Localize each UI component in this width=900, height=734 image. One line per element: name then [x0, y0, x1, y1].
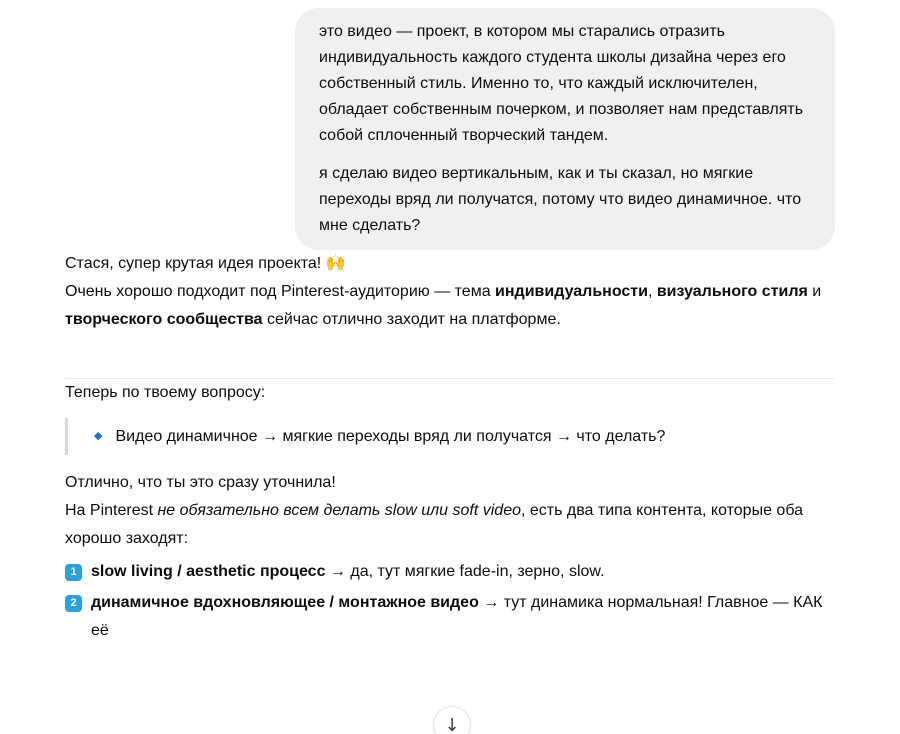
pitch-separator: ,	[647, 283, 657, 300]
assistant-pitch	[65, 278, 835, 334]
raising-hands-emoji: 🙌	[325, 255, 346, 272]
pinterest-text-end: , есть два типа контента, которые оба хорошо заходят:	[65, 502, 804, 547]
arrow-down-icon: ↓	[444, 714, 460, 734]
pitch-separator: и	[807, 283, 822, 300]
content-type-list	[65, 558, 835, 645]
diamond-bullet-icon: ◆	[94, 430, 103, 442]
list-item-dynamic-video	[65, 589, 835, 645]
pinterest-line	[65, 497, 835, 553]
question-intro: Теперь по твоему вопросу:	[65, 384, 266, 401]
assistant-greeting	[65, 250, 835, 278]
pitch-bold-community: творческого сообщества	[65, 311, 263, 328]
list-item-slow-living	[65, 558, 835, 586]
list-item-bold: slow living / aesthetic процесс	[91, 563, 326, 580]
quote-block	[65, 418, 835, 455]
greeting-text: Стася, супер крутая идея проекта!	[65, 255, 322, 272]
pitch-text: Очень хорошо подходит под Pinterest-аудиторию — тема	[65, 283, 496, 300]
user-message-paragraph-1: это видео — проект, в котором мы старались отразить индивидуальность каждого студента школы дизайна через его собственный стиль. Именно то, что каждый исключителен, обладает собственным почерком, и позволяет нам представлять собой сплоченный творческий тандем.	[319, 23, 804, 144]
user-message-paragraph-2: я сделаю видео вертикальным, как и ты сказал, но мягкие переходы вряд ли получатся, потому что видео динамичное. что мне сделать?	[319, 165, 802, 234]
list-item-rest: → да, тут мягкие fade-in, зерно, slow.	[325, 563, 605, 580]
chat-column	[65, 8, 835, 645]
assistant-message	[65, 250, 835, 645]
pitch-bold-visual-style: визуального стиля	[656, 283, 808, 300]
answer-intro	[65, 469, 835, 553]
list-item-text	[91, 589, 835, 645]
list-number-badge-1: 1	[65, 564, 82, 581]
pitch-bold-individuality: индивидуальности	[495, 283, 648, 300]
pinterest-italic: не обязательно всем делать slow или soft video	[157, 502, 521, 519]
ack-line: Отлично, что ты это сразу уточнила!	[65, 474, 336, 491]
list-item-text	[91, 558, 835, 586]
scroll-to-bottom-button[interactable]	[433, 706, 471, 734]
list-number-badge-2: 2	[65, 595, 82, 612]
list-item-bold: динамичное вдохновляющее / монтажное видео	[91, 594, 479, 611]
quote-text: Видео динамичное → мягкие переходы вряд ли получатся → что делать?	[115, 428, 666, 445]
list-item-rest: → тут динамика нормальная! Главное — КАК её	[91, 594, 823, 639]
user-message-bubble	[295, 8, 835, 250]
pitch-text-end: сейчас отлично заходит на платформе.	[262, 311, 561, 328]
pinterest-text: На Pinterest	[65, 502, 158, 519]
